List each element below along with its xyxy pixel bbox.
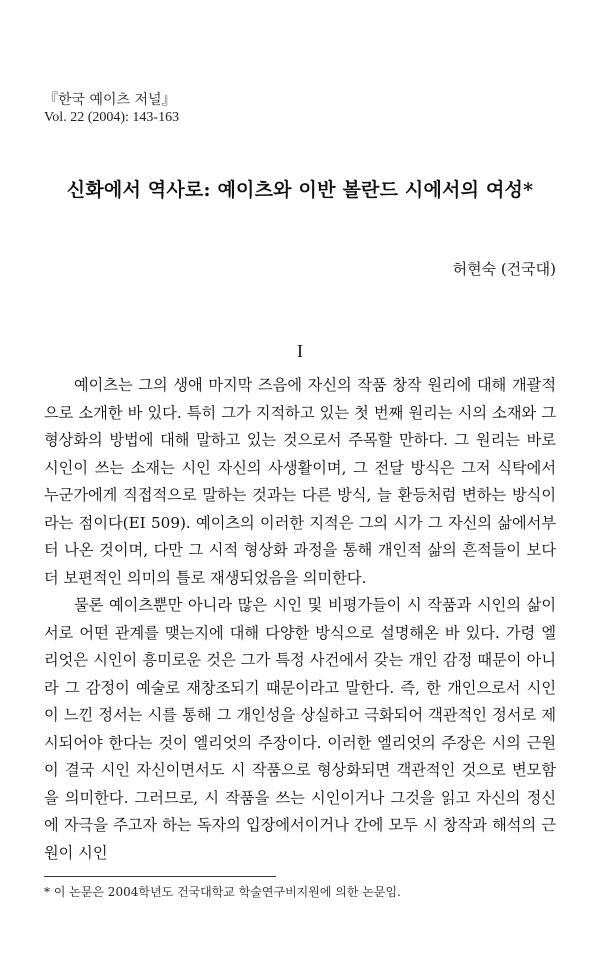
paragraph: 예이츠는 그의 생애 마지막 즈음에 자신의 작품 창작 원리에 대해 개괄적으로 소개한 바 있다. 특히 그가 지적하고 있는 첫 번째 원리는 시의 소재와 그 형상화의 방법에 대해 말하고 있는 것으로서 주목할 만하다. 그 원리는 바로 시인이 쓰는 소재는 시인 자신의 사생활이며, 그 전달 방식은 그저 식탁에서 누군가에게 직접적으로 말하는 것과는 다른 방식, 늘 환등처럼 변하는 방식이라는 점이다(EI 509). 예이츠의 이러한 지적은 그의 시가 그 자신의 삶에서부터 나온 것이며, 다만 그 시적 형상화 과정을 통해 개인적 삶의 흔적들이 보다 더 보편적인 의미의 틀로 재생되었음을 의미한다. bbox=[44, 376, 556, 587]
author-affiliation: 허현숙 (건국대) bbox=[452, 260, 556, 278]
journal-name: 『한국 예이츠 저널』 bbox=[44, 92, 176, 108]
footnote: * 이 논문은 2004학년도 건국대학교 학술연구비지원에 의한 논문임. bbox=[44, 885, 401, 899]
journal-header bbox=[44, 92, 179, 126]
volume-info: Vol. 22 (2004): 143-163 bbox=[44, 110, 180, 125]
footnote-divider bbox=[44, 876, 276, 877]
article-title: 신화에서 역사로: 예이츠와 이반 볼란드 시에서의 여성* bbox=[66, 179, 534, 201]
section-heading: I bbox=[297, 341, 303, 361]
article-body bbox=[44, 372, 556, 867]
paragraph: 물론 예이츠뿐만 아니라 많은 시인 및 비평가들이 시 작품과 시인의 삶이 서로 어떤 관계를 맺는지에 대해 다양한 방식으로 설명해온 바 있다. 가령 엘리엇은 시인이 흥미로운 것은 그가 특정 사건에서 갖는 개인 감정 때문이 아니라 그 감정이 예술로 재창조되기 때문이라고 말한다. 즉, 한 개인으로서 시인이 느낀 정서는 시를 통해 그 개인성을 상실하고 극화되어 객관적인 정서로 제시되어야 한다는 것이 엘리엇의 주장이다. 이러한 엘리엇의 주장은 시의 근원이 결국 시인 자신이면서도 시 작품으로 형상화되면 객관적인 것으로 변모함을 의미한다. 그러므로, 시 작품을 쓰는 시인이거나 그것을 읽고 자신의 정신에 자극을 주고자 하는 독자의 입장에서이거나 간에 모두 시 창작과 해석의 근원이 시인 bbox=[44, 596, 556, 862]
